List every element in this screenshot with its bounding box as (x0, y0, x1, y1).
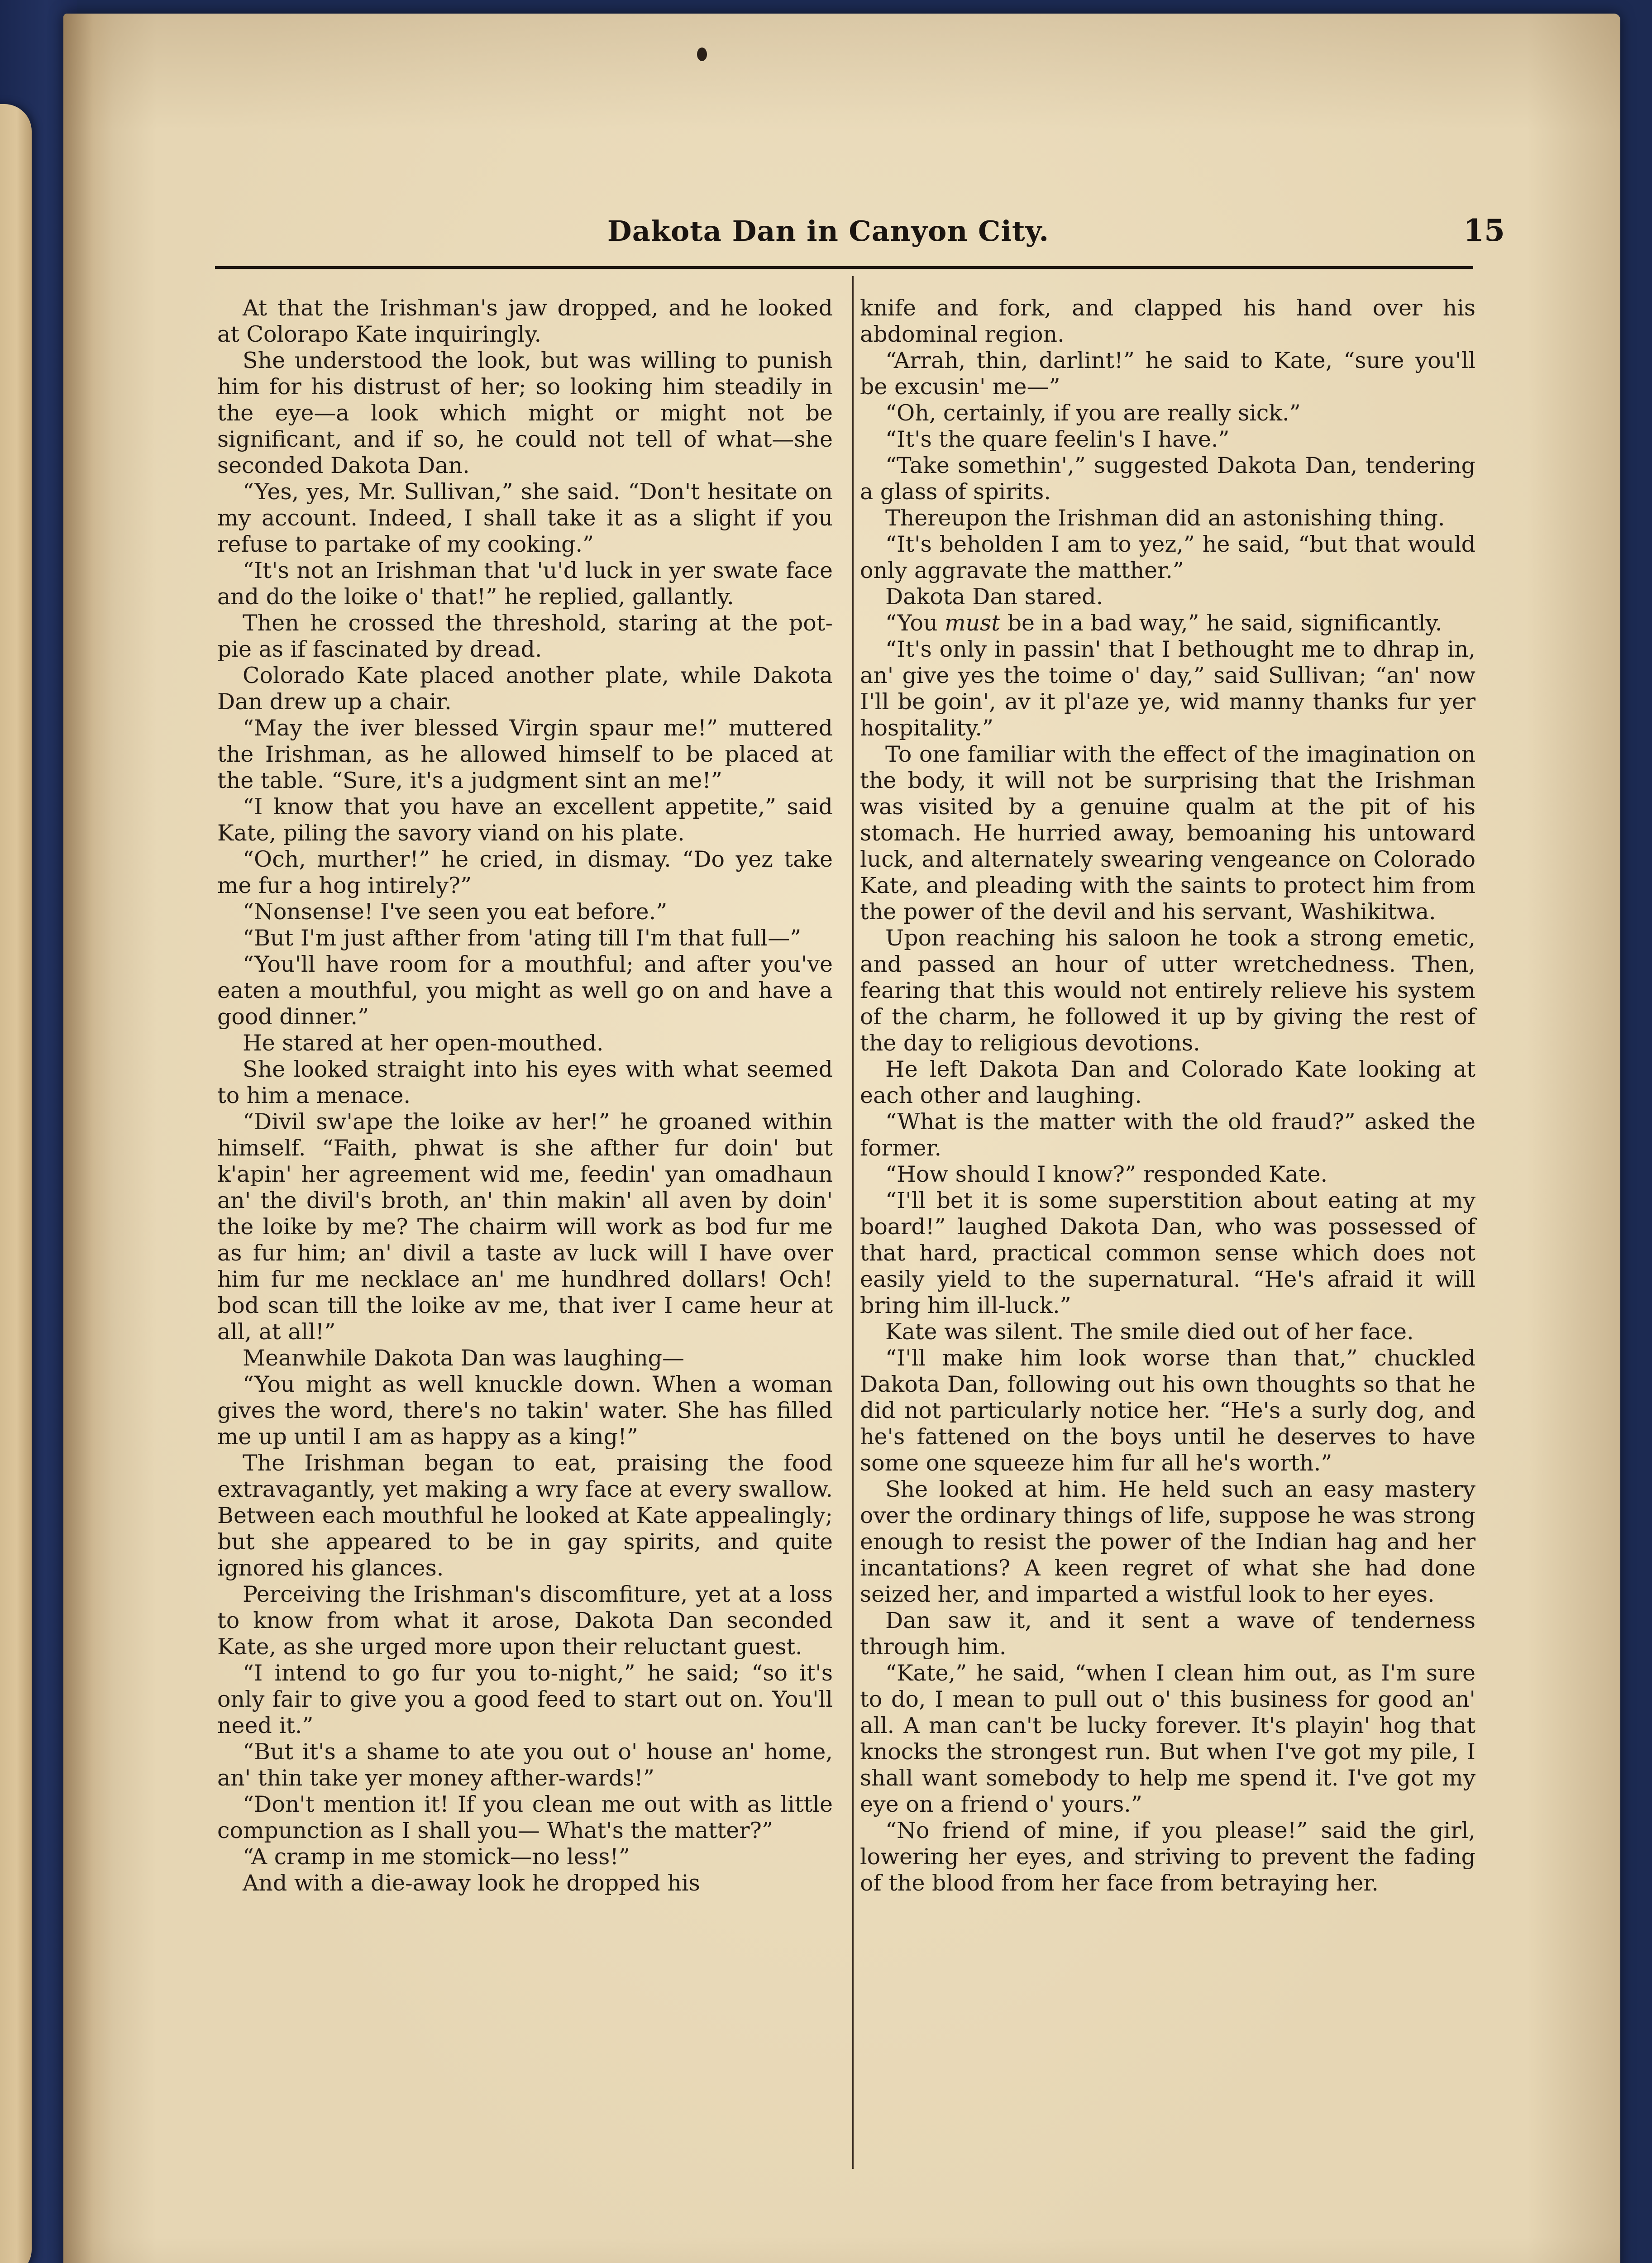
paragraph: “I intend to go fur you to-night,” he said; “so it's only fair to give you a good feed to start out on. You'll need it.” (217, 1660, 833, 1738)
paragraph: Dakota Dan stared. (885, 584, 1103, 610)
running-title: Dakota Dan in Canyon City. (607, 215, 1050, 248)
paragraph: “You'll have room for a mouthful; and after you've eaten a mouthful, you might as well go on and have a good dinner.” (217, 951, 833, 1030)
previous-page-edge (0, 104, 32, 2263)
paragraph: “But it's a shame to ate you out o' house an' home, an' thin take yer money afther-wards!” (217, 1739, 833, 1791)
paragraph: She understood the look, but was willing to punish him for his distrust of her; so looking him steadily in the eye—a look which might or might not be significant, and if so, he could not tell of what—she seconded Dakota Dan. (217, 348, 833, 478)
ink-speck (697, 48, 707, 61)
paragraph: Kate was silent. The smile died out of her face. (885, 1319, 1414, 1345)
paragraph: Meanwhile Dakota Dan was laughing— (243, 1345, 685, 1371)
paragraph: “May the iver blessed Virgin spaur me!” muttered the Irishman, as he allowed himself to be placed at the table. “Sure, it's a judgment sint an me!” (217, 715, 833, 793)
page-header (152, 212, 1505, 275)
right-text-column (860, 295, 1475, 1896)
paragraph-text: “You (885, 610, 945, 636)
paragraph: “It's beholden I am to yez,” he said, “but that would only aggravate the matther.” (860, 531, 1475, 583)
column-divider (852, 276, 854, 2169)
paragraph: “Arrah, thin, darlint!” he said to Kate, “sure you'll be excusin' me—” (860, 348, 1475, 400)
paragraph: Colorado Kate placed another plate, while Dakota Dan drew up a chair. (217, 663, 833, 715)
paragraph: Dan saw it, and it sent a wave of tenderness through him. (860, 1608, 1475, 1660)
paragraph: Upon reaching his saloon he took a strong emetic, and passed an hour of utter wretchedness. Then, fearing that this would not entirely relieve his system of the charm, he followed it up by giving the rest of the day to religious devotions. (860, 925, 1475, 1056)
paragraph: “I know that you have an excellent appetite,” said Kate, piling the savory viand on his plate. (217, 794, 833, 846)
paragraph: And with a die-away look he dropped his (243, 1870, 700, 1896)
paragraph-text: be in a bad way,” he said, significantly. (1000, 610, 1442, 636)
paragraph: “Nonsense! I've seen you eat before.” (243, 899, 668, 925)
paragraph: “How should I know?” responded Kate. (885, 1161, 1328, 1187)
paragraph: “What is the matter with the old fraud?” asked the former. (860, 1109, 1475, 1161)
paragraph: “It's the quare feelin's I have.” (885, 426, 1230, 452)
left-text-column (217, 295, 833, 1896)
paragraph: Perceiving the Irishman's discomfiture, yet at a loss to know from what it arose, Dakota Dan seconded Kate, as she urged more upon their reluctant guest. (217, 1581, 833, 1660)
paragraph: knife and fork, and clapped his hand over his abdominal region. (860, 295, 1475, 347)
paragraph: “Divil sw'ape the loike av her!” he groaned within himself. “Faith, phwat is she afther fur doin' but k'apin' her agreement wid me, feedin' yan omadhaun an' the divil's broth, an' thin makin' all aven by doin' the loike by me? The chairm will work as bod fur me as fur him; an' divil a taste av luck will I have over him fur me necklace an' me hundhred dollars! Och! bod scan till the loike av me, that iver I came heur at all, at all!” (217, 1109, 833, 1345)
paragraph: “Oh, certainly, if you are really sick.” (885, 400, 1301, 426)
spine-fold (63, 14, 113, 2263)
paragraph: She looked straight into his eyes with what seemed to him a menace. (217, 1056, 833, 1108)
paragraph: “No friend of mine, if you please!” said the girl, lowering her eyes, and striving to prevent the fading of the blood from her face from betraying her. (860, 1818, 1475, 1896)
header-rule (215, 266, 1473, 269)
paragraph: “It's only in passin' that I bethought me to dhrap in, an' give yes the toime o' day,” said Sullivan; “an' now I'll be goin', av it pl'aze ye, wid manny thanks fur yer hospitality.” (860, 636, 1475, 741)
paragraph: “Kate,” he said, “when I clean him out, as I'm sure to do, I mean to pull out o' this business for good an' all. A man can't be lucky forever. It's playin' hog that knocks the strongest run. But when I've got my pile, I shall want somebody to help me spend it. I've got my eye on a friend o' yours.” (860, 1660, 1475, 1817)
paragraph: “You might as well knuckle down. When a woman gives the word, there's no takin' water. She has filled me up until I am as happy as a king!” (217, 1371, 833, 1450)
paragraph: Thereupon the Irishman did an astonishing thing. (885, 505, 1445, 531)
paragraph: She looked at him. He held such an easy mastery over the ordinary things of life, suppose he was strong enough to resist the power of the Indian hag and her incantations? A keen regret of what she had done seized her, and imparted a wistful look to her eyes. (860, 1476, 1475, 1607)
paragraph: “Yes, yes, Mr. Sullivan,” she said. “Don't hesitate on my account. Indeed, I shall take it as a slight if you refuse to partake of my cooking.” (217, 479, 833, 557)
paragraph: “It's not an Irishman that 'u'd luck in yer swate face and do the loike o' that!” he replied, gallantly. (217, 558, 833, 610)
paragraph: At that the Irishman's jaw dropped, and he looked at Colorapo Kate inquiringly. (217, 295, 833, 347)
paragraph: “I'll bet it is some superstition about eating at my board!” laughed Dakota Dan, who was possessed of that hard, practical common sense which does not easily yield to the supernatural. “He's afraid it will bring him ill-luck.” (860, 1188, 1475, 1318)
emphasized-word: must (945, 610, 1000, 636)
paragraph: He stared at her open-mouthed. (243, 1030, 604, 1056)
page-number: 15 (1463, 213, 1505, 248)
paragraph: “I'll make him look worse than that,” chuckled Dakota Dan, following out his own thoughts so that he did not particularly notice her. “He's a surly dog, and he's fattened on the boys until he deserves to have some one squeeze him fur all he's worth.” (860, 1345, 1475, 1476)
paragraph (860, 610, 1475, 636)
paragraph: “Take somethin',” suggested Dakota Dan, tendering a glass of spirits. (860, 453, 1475, 505)
paragraph: “But I'm just afther from 'ating till I'm that full—” (243, 925, 802, 951)
paragraph: To one familiar with the effect of the imagination on the body, it will not be surprising that the Irishman was visited by a genuine qualm at the pit of his stomach. He hurried away, bemoaning his untoward luck, and alternately swearing vengeance on Colorado Kate, and pleading with the saints to protect him from the power of the devil and his servant, Washikitwa. (860, 741, 1475, 925)
paragraph: He left Dakota Dan and Colorado Kate looking at each other and laughing. (860, 1056, 1475, 1108)
paragraph: “Don't mention it! If you clean me out with as little compunction as I shall you— What's the matter?” (217, 1791, 833, 1843)
paragraph: “Och, murther!” he cried, in dismay. “Do yez take me fur a hog intirely?” (217, 846, 833, 898)
paragraph: The Irishman began to eat, praising the food extravagantly, yet making a wry face at every swallow. Between each mouthful he looked at Kate appealingly; but she appeared to be in gay spirits, and quite ignored his glances. (217, 1450, 833, 1581)
paragraph: “A cramp in me stomick—no less!” (243, 1844, 630, 1870)
paragraph: Then he crossed the threshold, staring at the pot-pie as if fascinated by dread. (217, 610, 833, 662)
